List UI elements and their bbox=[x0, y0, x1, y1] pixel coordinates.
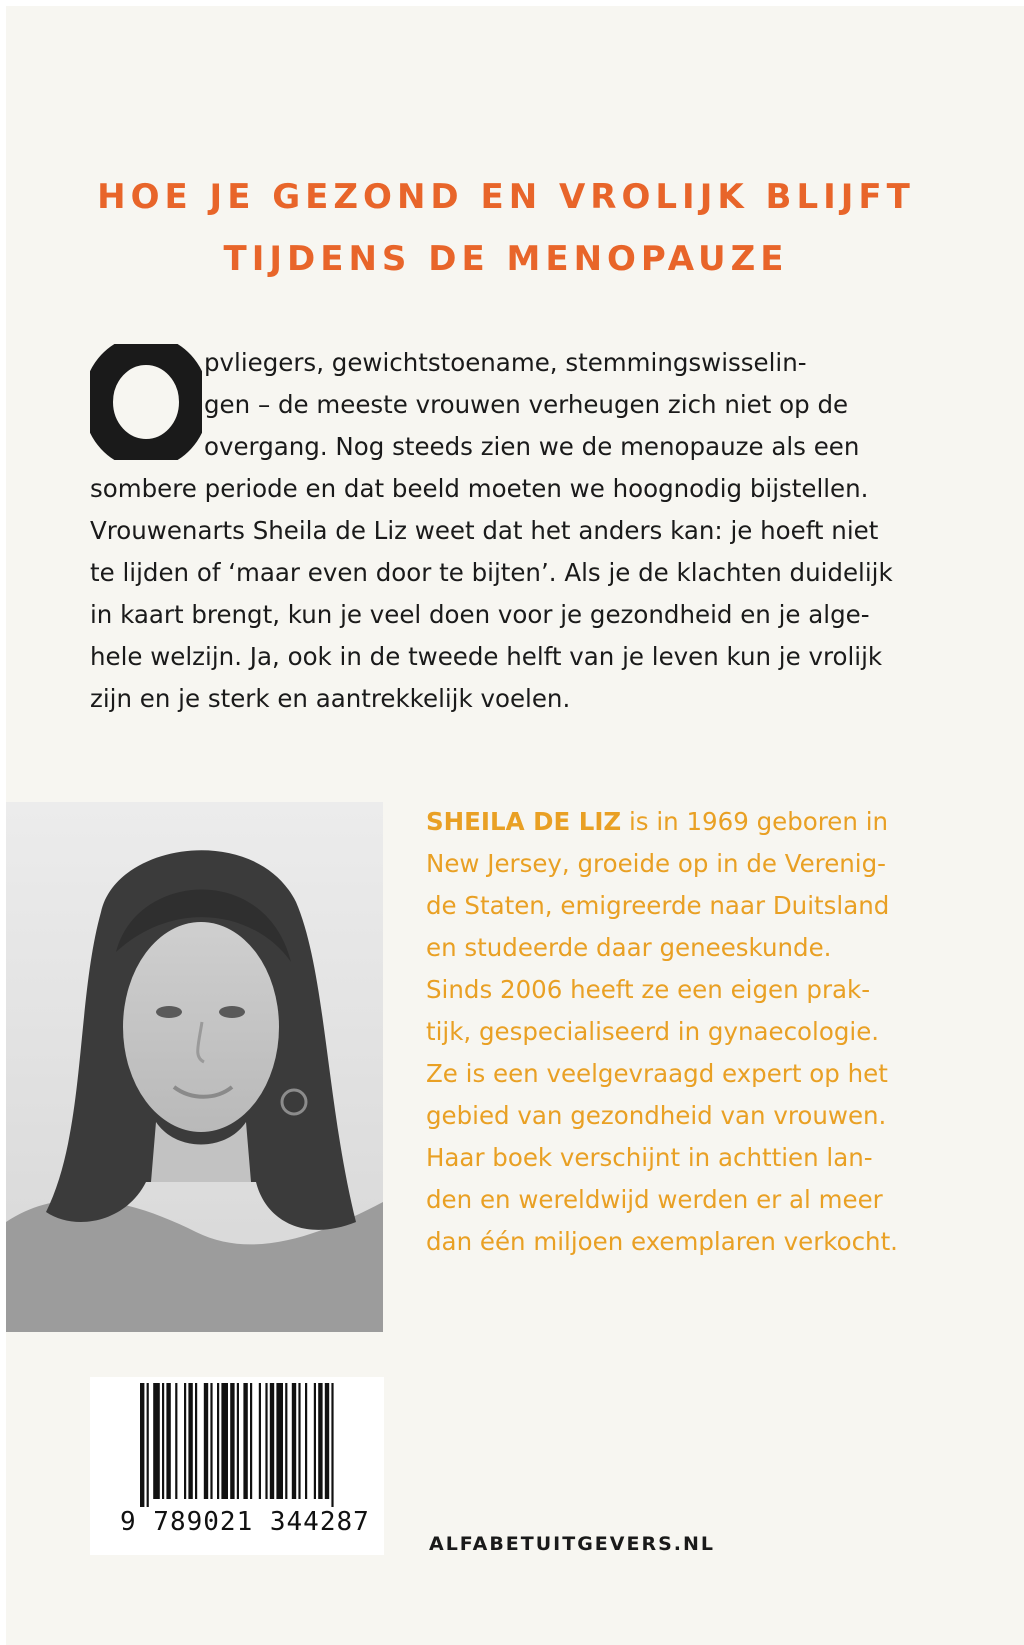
bio-line: de Staten, emigreerde naar Duitsland bbox=[426, 891, 890, 920]
barcode-bar bbox=[147, 1383, 149, 1507]
bio-line: Sinds 2006 heeft ze een eigen prak- bbox=[426, 975, 871, 1004]
bio-line: tijk, gespecialiseerd in gynaecologie. bbox=[426, 1017, 880, 1046]
blurb-line: pvliegers, gewichtstoename, stemmingswisselin- bbox=[204, 348, 807, 377]
publisher-website: ALFABETUITGEVERS.NL bbox=[429, 1533, 715, 1555]
blurb-line: overgang. Nog steeds zien we de menopauze als een bbox=[204, 432, 860, 461]
blurb-line: Vrouwenarts Sheila de Liz weet dat het anders kan: je hoeft niet bbox=[90, 516, 879, 545]
bio-line: Ze is een veelgevraagd expert op het bbox=[426, 1059, 888, 1088]
author-portrait-illustration bbox=[6, 802, 383, 1332]
author-name: SHEILA DE LIZ bbox=[426, 807, 622, 836]
book-back-cover bbox=[6, 6, 1024, 1645]
bio-line: den en wereldwijd werden er al meer bbox=[426, 1185, 883, 1214]
blurb-line: zijn en je sterk en aantrekkelijk voelen. bbox=[90, 684, 571, 713]
barcode-bar bbox=[210, 1383, 212, 1499]
blurb-line: te lijden of ‘maar even door te bijten’. Als je de klachten duidelijk bbox=[90, 558, 893, 587]
barcode-bar bbox=[305, 1383, 307, 1499]
barcode-bar bbox=[325, 1383, 329, 1499]
barcode-bar bbox=[153, 1383, 160, 1499]
bio-line: en studeerde daar geneeskunde. bbox=[426, 933, 832, 962]
barcode-bar bbox=[188, 1383, 192, 1499]
bio-line: gebied van gezondheid van vrouwen. bbox=[426, 1101, 887, 1130]
barcode-bar bbox=[184, 1383, 186, 1499]
blurb-text bbox=[90, 342, 970, 720]
barcode-bar bbox=[331, 1383, 333, 1507]
blurb-line: hele welzijn. Ja, ook in de tweede helft van je leven kun je vrolijk bbox=[90, 642, 883, 671]
barcode-bar bbox=[276, 1383, 283, 1499]
barcode-bar bbox=[259, 1383, 261, 1499]
headline bbox=[6, 166, 1006, 290]
barcode-bar bbox=[217, 1383, 219, 1499]
headline-line-2: TIJDENS DE MENOPAUZE bbox=[223, 239, 789, 279]
barcode-bar bbox=[298, 1383, 300, 1499]
blurb-line: sombere periode en dat beeld moeten we hoognodig bijstellen. bbox=[90, 474, 869, 503]
bio-line: New Jersey, groeide op in de Verenig- bbox=[426, 849, 887, 878]
isbn-barcode bbox=[90, 1377, 384, 1555]
barcode-bar bbox=[250, 1383, 252, 1499]
bio-line: is in 1969 geboren in bbox=[621, 807, 889, 836]
barcode-bars bbox=[90, 1377, 384, 1507]
barcode-bar bbox=[195, 1383, 197, 1499]
barcode-bar bbox=[175, 1383, 177, 1499]
barcode-bar bbox=[166, 1383, 170, 1499]
bio-line: Haar boek verschijnt in achttien lan- bbox=[426, 1143, 873, 1172]
barcode-bar bbox=[204, 1383, 208, 1499]
isbn-number: 9 789021 344287 bbox=[120, 1507, 370, 1537]
author-bio bbox=[426, 801, 986, 1263]
barcode-bar bbox=[237, 1383, 239, 1499]
barcode-bar bbox=[265, 1383, 267, 1499]
barcode-bar bbox=[314, 1383, 316, 1499]
barcode-bar bbox=[162, 1383, 164, 1499]
barcode-bar bbox=[292, 1383, 296, 1499]
bio-first-line bbox=[426, 801, 986, 843]
barcode-bar bbox=[270, 1383, 274, 1499]
blurb-line: gen – de meeste vrouwen verheugen zich niet op de bbox=[204, 390, 849, 419]
headline-line-1: HOE JE GEZOND EN VROLIJK BLIJFT bbox=[97, 177, 915, 217]
bio-line: dan één miljoen exemplaren verkocht. bbox=[426, 1227, 898, 1256]
barcode-bar bbox=[230, 1383, 234, 1499]
barcode-bar bbox=[221, 1383, 228, 1499]
barcode-bar bbox=[285, 1383, 287, 1499]
blurb-line: in kaart brengt, kun je veel doen voor je gezondheid en je alge- bbox=[90, 600, 870, 629]
barcode-bar bbox=[140, 1383, 144, 1507]
author-photo bbox=[6, 802, 383, 1332]
barcode-bar bbox=[318, 1383, 322, 1499]
barcode-bar bbox=[243, 1383, 247, 1499]
